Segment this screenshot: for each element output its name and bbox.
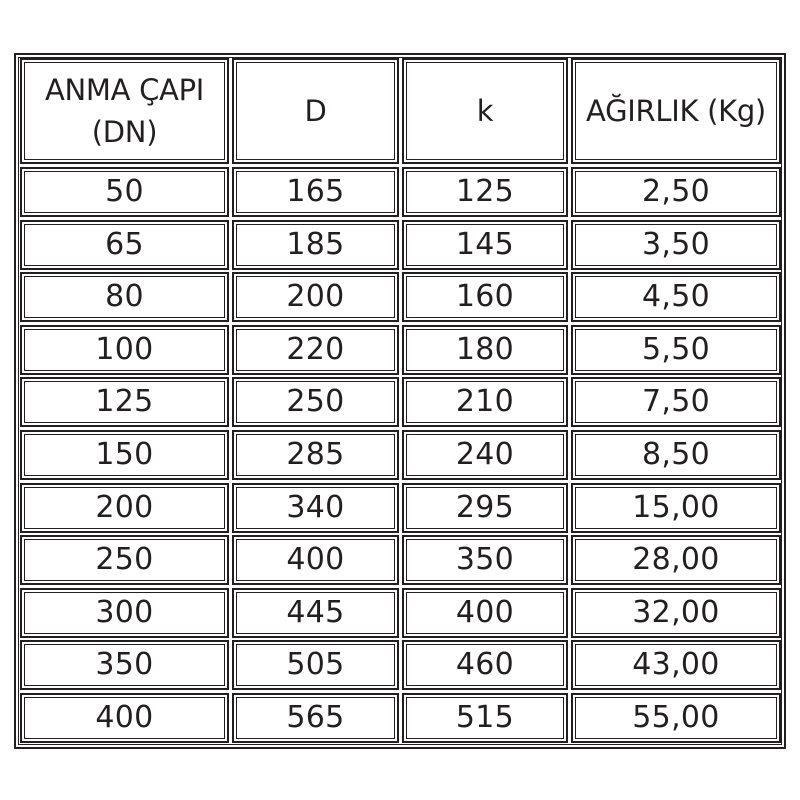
table-cell-weight [571, 167, 781, 217]
table-cell-k [402, 167, 568, 217]
table-cell-dn [20, 640, 229, 690]
table-cell-d [232, 430, 399, 480]
table-cell-d [232, 167, 399, 217]
table-cell-value: 125 [455, 174, 515, 209]
table-cell-dn [20, 693, 229, 743]
header-d-text: D [304, 94, 327, 128]
table-cell-value: 240 [455, 437, 515, 472]
table-cell-weight [571, 325, 781, 375]
table-cell-value: 400 [95, 700, 154, 735]
table-cell-value: 210 [455, 384, 515, 419]
table-cell-value: 505 [286, 647, 345, 682]
table-cell-value: 15,00 [632, 490, 720, 525]
table-cell-value: 50 [105, 174, 144, 209]
table-cell-value: 43,00 [632, 647, 720, 682]
table-cell-d [232, 220, 399, 270]
table-cell-dn [20, 272, 229, 322]
table-cell-k [402, 483, 568, 533]
table-cell-k [402, 430, 568, 480]
header-dn [20, 58, 229, 164]
table-cell-dn [20, 588, 229, 638]
table-cell-value: 80 [105, 279, 144, 314]
table-cell-weight [571, 640, 781, 690]
table-cell-value: 185 [286, 227, 345, 262]
table-cell-value: 250 [286, 384, 345, 419]
table-cell-d [232, 483, 399, 533]
table-cell-weight [571, 220, 781, 270]
table-cell-k [402, 640, 568, 690]
table-cell-weight [571, 535, 781, 585]
table-cell-d [232, 588, 399, 638]
header-k [402, 58, 568, 164]
table-cell-value: 565 [286, 700, 345, 735]
table-cell-k [402, 588, 568, 638]
table-cell-value: 125 [95, 384, 154, 419]
table-cell-k [402, 272, 568, 322]
table-cell-value: 460 [455, 647, 515, 682]
table-cell-dn [20, 377, 229, 427]
header-dn-line1: ANMA ÇAPI [44, 73, 205, 107]
table-cell-value: 3,50 [642, 227, 710, 262]
table-cell-value: 340 [286, 490, 345, 525]
table-cell-value: 200 [286, 279, 345, 314]
table-cell-k [402, 693, 568, 743]
table-cell-value: 300 [95, 595, 154, 630]
table-cell-k [402, 325, 568, 375]
table-cell-value: 350 [95, 647, 154, 682]
table-cell-d [232, 693, 399, 743]
table-cell-value: 400 [455, 595, 515, 630]
header-dn-text [45, 69, 204, 153]
table-cell-value: 2,50 [642, 174, 710, 209]
table-cell-dn [20, 167, 229, 217]
table-cell-value: 100 [95, 332, 154, 367]
header-k-text: k [476, 94, 494, 128]
table-cell-dn [20, 430, 229, 480]
table-cell-value: 400 [286, 542, 345, 577]
table-cell-value: 220 [286, 332, 345, 367]
header-weight [571, 58, 781, 164]
table-cell-weight [571, 588, 781, 638]
header-dn-line2: (DN) [91, 115, 158, 149]
table-cell-k [402, 220, 568, 270]
table-cell-weight [571, 430, 781, 480]
table-cell-value: 55,00 [632, 700, 720, 735]
table-cell-value: 145 [455, 227, 515, 262]
table-cell-value: 285 [286, 437, 345, 472]
header-d [232, 58, 399, 164]
table-cell-k [402, 535, 568, 585]
table-cell-value: 150 [95, 437, 154, 472]
table-cell-value: 65 [105, 227, 144, 262]
table-cell-value: 5,50 [642, 332, 710, 367]
table-cell-dn [20, 220, 229, 270]
table-cell-value: 165 [286, 174, 345, 209]
table-cell-dn [20, 483, 229, 533]
table-cell-d [232, 272, 399, 322]
table-cell-value: 515 [455, 700, 515, 735]
table-cell-weight [571, 377, 781, 427]
table-cell-d [232, 325, 399, 375]
table-cell-value: 160 [455, 279, 515, 314]
table-cell-value: 250 [95, 542, 154, 577]
table-cell-value: 200 [95, 490, 154, 525]
table-cell-value: 350 [455, 542, 515, 577]
table-cell-d [232, 535, 399, 585]
table-cell-value: 7,50 [642, 384, 710, 419]
table-cell-value: 28,00 [632, 542, 720, 577]
table-cell-k [402, 377, 568, 427]
table-cell-d [232, 640, 399, 690]
table-cell-d [232, 377, 399, 427]
table-cell-value: 4,50 [642, 279, 710, 314]
table-cell-value: 445 [286, 595, 345, 630]
header-weight-text: AĞIRLIK (Kg) [586, 94, 766, 128]
table-cell-dn [20, 325, 229, 375]
table-cell-weight [571, 272, 781, 322]
table-cell-weight [571, 483, 781, 533]
table-cell-value: 295 [455, 490, 515, 525]
table-cell-dn [20, 535, 229, 585]
table-cell-value: 180 [455, 332, 515, 367]
table-cell-weight [571, 693, 781, 743]
table-cell-value: 8,50 [642, 437, 710, 472]
table-cell-value: 32,00 [632, 595, 720, 630]
